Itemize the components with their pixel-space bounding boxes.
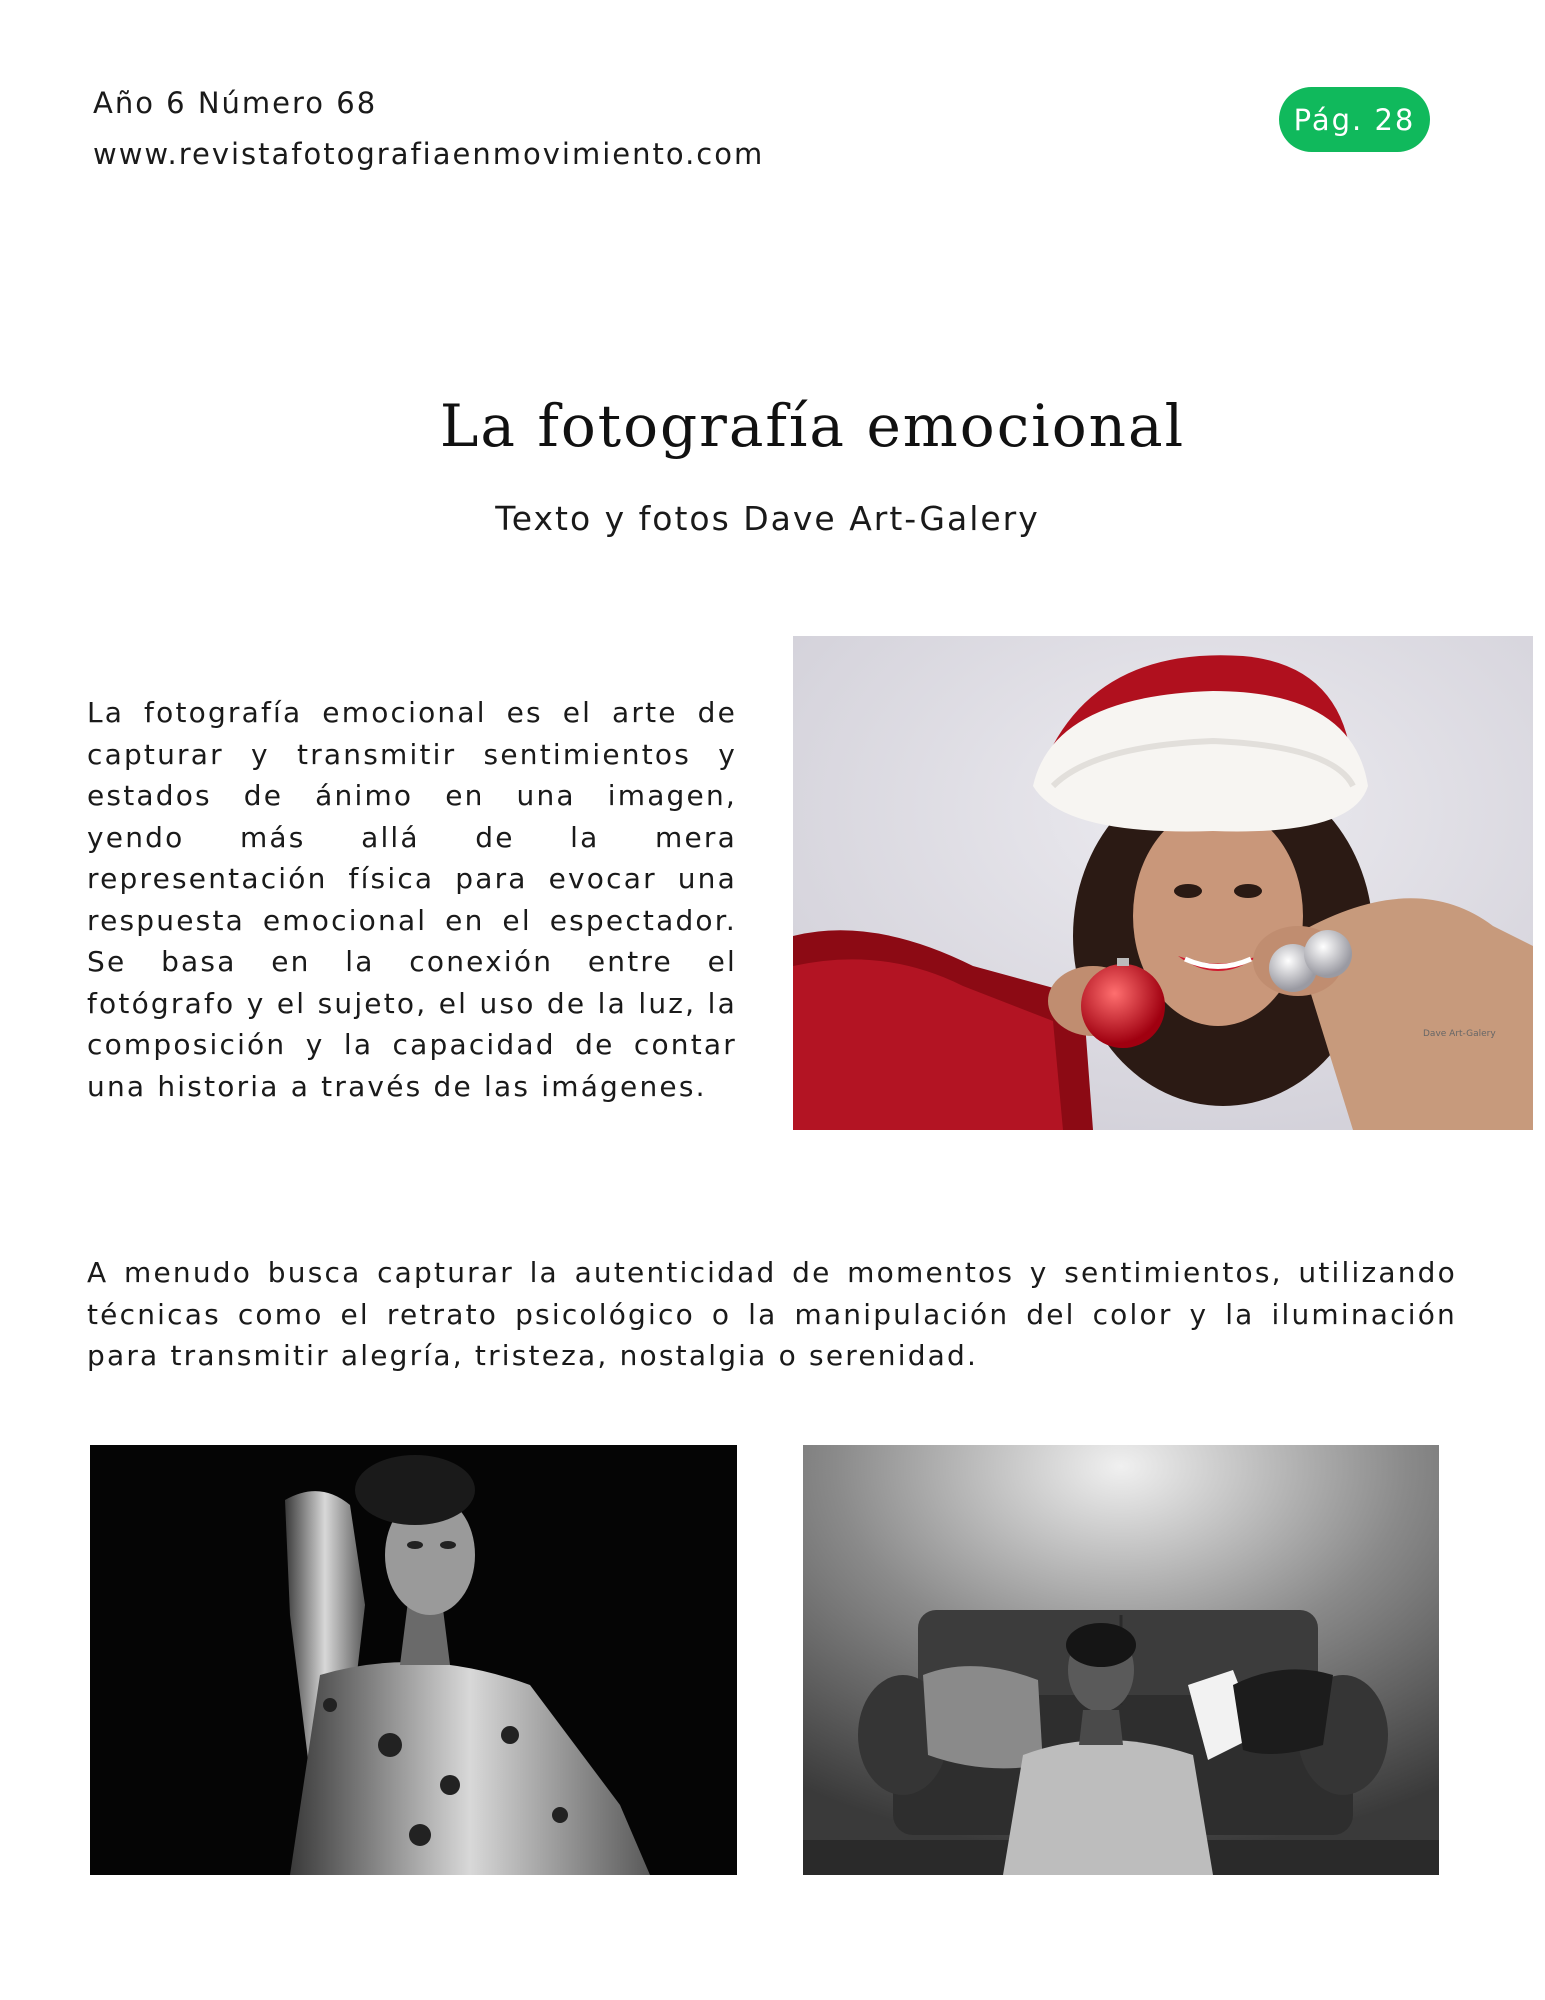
article-title: La fotografía emocional xyxy=(439,392,1186,460)
article-byline: Texto y fotos Dave Art-Galery xyxy=(495,499,1040,538)
intro-paragraph: La fotografía emocional es el arte de capturar y transmitir sentimientos y estados de ánimo en una imagen, yendo más allá de la mera representación física para evocar una respuesta emocional en el espectador. Se basa en la conexión entre el fotógrafo y el sujeto, el uso de la luz, la composición y la capacidad de contar una historia a través de las imágenes. xyxy=(87,696,737,1103)
photo-watermark: Dave Art-Galery xyxy=(1423,1029,1496,1039)
sofa-portrait-image xyxy=(803,1445,1439,1875)
second-paragraph: A menudo busca capturar la autenticidad de momentos y sentimientos, utilizando técnicas como el retrato psicológico o la manipulación del color y la iluminación para transmitir alegría, tristeza, nostalgia o serenidad. xyxy=(87,1256,1457,1372)
sofa-portrait-photo xyxy=(803,1445,1439,1875)
page-number-badge: Pág. 28 xyxy=(1279,87,1430,152)
website-url[interactable]: www.revistafotografiaenmovimiento.com xyxy=(93,137,765,171)
issue-number: Año 6 Número 68 xyxy=(93,86,378,120)
dark-portrait-image xyxy=(90,1445,737,1875)
santa-hat-portrait-photo xyxy=(793,636,1533,1130)
santa-hat-portrait-image xyxy=(793,636,1533,1130)
dark-portrait-photo xyxy=(90,1445,737,1875)
